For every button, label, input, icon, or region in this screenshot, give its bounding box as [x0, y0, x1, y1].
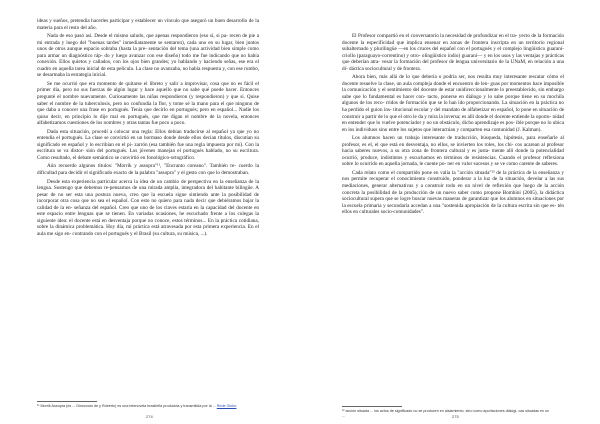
right-page: [300, 0, 600, 424]
paragraph: Nada de eso pasó así. Desde el mismo saludo, que apenas respondieron (eso sí, si pa- recen de pie a mi entrada y luego del "buenas tardes" inmediatamente se sentaron), cada uno en su lugar, bien juntos unos de otros aunque espacio sobraba (hasta la pre- sentación del tema (una actividad bien simple como para armar un diagnóstico ráp- do y luego avanzar con ese diseño) todo me fue indicando que no había conexión. Ellos quietos y callados, con los ojos bien grandes; yo hablando y haciendo señas, ese era el cuadro en aquella tarea inicial de esta película. La clase no avanzaba, no había respuesta y, con ese rumbo, se desarmaba la estrategia inicial.: [37, 33, 259, 79]
left-text-column: [37, 18, 259, 240]
paragraph: Desde esta experiencia particular acerca la idea de un cambio de perspectiva en la enseñanza de la lengua. Sostengo que debemos re-pensarnos de una mirada amplia, integradora del habitante bilingüe. A pesar de no ser esta una postura nueva, creo que la escuela sigue sintiendo ante la posibilidad de incorporar otra cosa que no sea el español. Con esto no quiero para nada decir que debiéramos bajar la calidad de la en- señanza del español. Creo que uno de los claves estaría en la capacidad del docente en este espacio entre lenguas que se tienen. En variadas ocasiones, he escuchado frente a los colegas la siguiente idea: el docente está en desventaja porque no conoce, estos términos... En la práctica cotidiana, sobre la dinámica problemática. Hoy día, mi práctica está atravesada por esta primera experiencia. En el aula me sigo en- contrando con el portugués y el Brasil (su cultura, su música, ...).: [37, 178, 259, 237]
paragraph: Dada esta situación, procedí a colocar una regla: Ellos debían traducirse al español ya que yo no entendía el portugués. La clase se convirtió en un bormaso donde desde ellos decían títulos, discutían su significado en español y lo escribían en el pi- zarrón (esa también fue una regla impuesta por mí). Con la escritura se va distor- sión del portugués. Los jóvenes manejan el portugués hablado, no su escritura. Como resultado, el debate semántico se convirtió en fonológico-ortográfico.: [37, 128, 259, 161]
footnote-text: ¹¹ Morrik Assopra (es ... Dinocours de y Roberto) es una telenovela brasileña producida y transmitida por la ...: [37, 404, 216, 408]
page-number: 275: [452, 414, 459, 419]
paragraph: ideas y sueños, pretendía hacerles participar y establecer un vínculo que aseguró un buen desarrollo de la materia para el resto del año.: [37, 18, 259, 31]
footnote: [37, 404, 237, 409]
footnote-divider: [342, 406, 402, 407]
paragraph: Ahora bien, más allá de lo que debería o podría ser, nos resulta muy interesante rescatar cómo el docente resuelve la clase, un aula compleja donde el encuentro de len- guas por momentos hace imposible la comunicación y el sentimiento del docente de estar unidireccionalmente lo preestablecido, sin embargo sabe que lo fundamental es hacer con- tacto, ponerse en diálogo y lo sabe porque tiene en su mochila algunos de los reco- rridos de formación que se lo han ido proporcionando. La situación en la práctica no ha perdido el guion ins- titucional escolar y del mandato de alfabetizar en español, lo pone en situación de construir a partir de lo que el otro le da y mira la inversa; es allí donde el docente entiende la oportu- nidad en entender que lo vuelve potenciador y no un obstáculo, dicho aprendizaje es pos- ible porque no lo ubica en los individuos sino entre los sujetos que interactúan y comparten esa comunidad (J. Kalman).: [342, 74, 564, 133]
paragraph: El Profesor compartió en el conversatorio la necesidad de profundizar en el tra- yecto de la formación docente la especificidad que implica ensenar en zonas de frontera inscripta en un territorio regional subalternado y plurilingüe —en los cruces del español con el portugués y el complejo lingüístico guaraní-criollo (paraguayo-correntino) y otro- olingüístico indio) guaraní— y en los usos y las ventajas y prácticas que deberían atra- vesar la formación del profesor de lengua universitario de la UNaM, en relación a una di- dáctica sociocultural y de frontera.: [342, 33, 564, 72]
paragraph: Los alumnos hacen un trabajo interesante de traducción, búsqueda, hipótesis, para enseñarle al profesor, es el, el que está en desventaja, no ellos, se invierten los roles, los chi- cos acarean al profesor hacia saberes nuevos, a su otra zona de frontera cultural y es justa- mente allí donde la potencialidad ocurrió, produce, indistintos y escuchamos en términos de resistencias. Cuando el profesor reflexiona sobre lo ocurrido en aquella jornada, le cuente po- ner en valor sucesos y se ve como carente de saberes.: [342, 135, 564, 168]
paragraph: Aún recuerdo algunos títulos: "Morrik y assopra"¹¹, "Encranto coreano". También re- cuerdo la dificultad para decidir el significado exacto de la palabra "assopra" y el gesto con que lo demostraban.: [37, 163, 259, 177]
paragraph: Cada relato como el compartido pone en valía la "acción situada"¹² de la práctica de la enseñanza y nos permite recuperar el conocimiento construido, ponderar a la luz de la situación, develar a las sus mediaciones, generar alternativas y a construir todo en un nivel de reflexión que luego de la acción concreta la posibilidad de la producción de un nuevo saber como propone Bombini (2005), la didáctica sociocultural supera que se logre buscar nuevas maneras de garantizar que los alumnos en situaciones por la escuela primaria y secundaria accedan a una "sostenida apropiación de la cultura escrita sin que es- tén ellos en culturales socio-comunidades".: [342, 169, 564, 216]
footnote-divider: [37, 401, 97, 402]
right-text-column: [342, 33, 564, 218]
footnote-link[interactable]: Rede Globo: [216, 404, 237, 408]
page-number: 274: [146, 414, 153, 419]
paragraph: Se me ocurrió que era momento de quitarse el libreto y salir a improvisar, cosa que no es fácil el primer día, pero no sus fuerzas de algún lugar y hace aquello que no sabe qué puede hacer. Entonces pregunté el nombre nuevamente. Curiosamente las niñas respondieron (y respondieron) y que si. Quise saber el nombre de la tuberculosis, pero no confundía la flor, y tome sé la mano para el que ninguno de que daba a conocer una frase en portugués. Tenía que decirlo en portugués; pero en español... Nadie los quiso decir, en principio lo dije mal en portugués, que me digan el nombre de la novela, entonces alfabetizamos cuestiones de los nombres y otras tantas fue poco a poco.: [37, 80, 259, 127]
footnote: ¹² acción situada ... los actos de significado no se producen en aislamiento, sino como aportaciones dialógi- cas situadas en un ...: [342, 409, 550, 418]
